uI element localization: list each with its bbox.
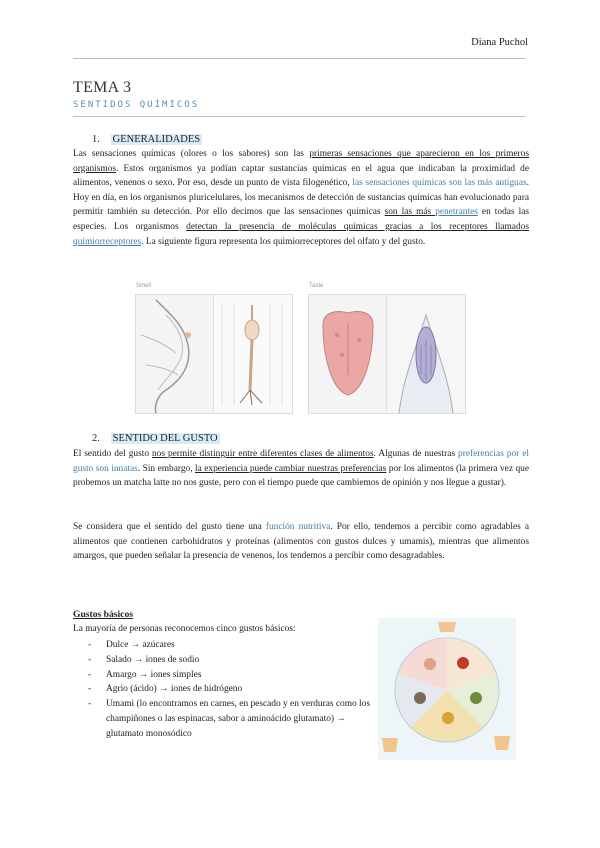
paragraph-gusto-1: El sentido del gusto nos permite distinguir entre diferentes clases de alimentos. Algunas de nuestras preferencias por el gusto son innatas. Sin embargo, la experiencia puede cambiar nuestras preferencias por los alimentos (la primera vez que probemos un matcha latte no nos guste, pero con el tiempo puede que cambiemos de opinión y nos llegue a gustar). — [73, 449, 530, 489]
taste-wheel-illustration — [378, 618, 516, 760]
section-number: 1. — [92, 134, 100, 145]
basics-heading: Gustos básicos — [73, 609, 133, 620]
paragraph-gusto-2: Se considera que el sentido del gusto tiene una función nutritiva. Por ello, tendemos a percibir como agradables a alimentos que contienen carbohidratos y proteínas (alimentos con gustos dulces y umamis), mientras que alimentos amargos, que pueden señalar la presencia de venenos, los tendemos a percibir como desagradables. — [73, 522, 530, 562]
list-item: - Dulce → azúcares — [88, 640, 175, 650]
page-subtitle: SENTIDOS QUÍMICOS — [73, 100, 200, 110]
taste-figure — [308, 294, 466, 414]
smell-figure — [135, 294, 293, 414]
paragraph-generalidades: Las sensaciones químicas (olores o los sabores) son las primeras sensaciones que aparecieron en los primeros organismos. Estos organismos ya podían captar sustancias químicas en el agua que indicaban la proximidad de alimentos, venenos o sexo. Por eso, desde un punto de vista filogenético, las sensaciones químicas son las más antiguas. Hoy en día, en los organismos pluricelulares, los mecanismos de detección de sustancias químicas han evolucionado para permitir también su detección. Por ello decimos que las sensaciones químicas son las más penetrantes en todas las especies. Los organismos detectan la presencia de moléculas químicas gracias a los receptores llamados quimiorreceptores. La siguiente figura representa los quimiorreceptores del olfato y del gusto. — [73, 149, 530, 247]
basics-intro: La mayoría de personas reconocemos cinco gustos básicos: — [73, 624, 296, 634]
list-item: - Amargo → iones simples — [88, 669, 202, 680]
list-item: - Salado → iones de sodio — [88, 654, 200, 665]
basic-tastes-list — [88, 638, 370, 742]
list-item: - Umami (lo encontramos en carnes, en pescado y en verduras como los champiñones o las espinacas, sabor a aminoácido glutamato) → glutamato monosódico — [88, 699, 370, 739]
taste-label: Taste — [309, 283, 324, 289]
section-heading-gusto — [92, 433, 220, 444]
section-title: GENERALIDADES — [112, 134, 201, 145]
smell-label: Smell — [136, 283, 152, 289]
section-number: 2. — [92, 433, 100, 444]
header-divider — [73, 58, 525, 59]
section-title: SENTIDO DEL GUSTO — [112, 433, 218, 444]
page-title: TEMA 3 — [73, 79, 132, 96]
author-name: Diana Puchol — [471, 37, 528, 48]
title-divider — [73, 116, 525, 117]
list-item: - Agrio (ácido) → iones de hidrógeno — [88, 684, 243, 695]
section-heading-generalidades — [92, 134, 202, 145]
